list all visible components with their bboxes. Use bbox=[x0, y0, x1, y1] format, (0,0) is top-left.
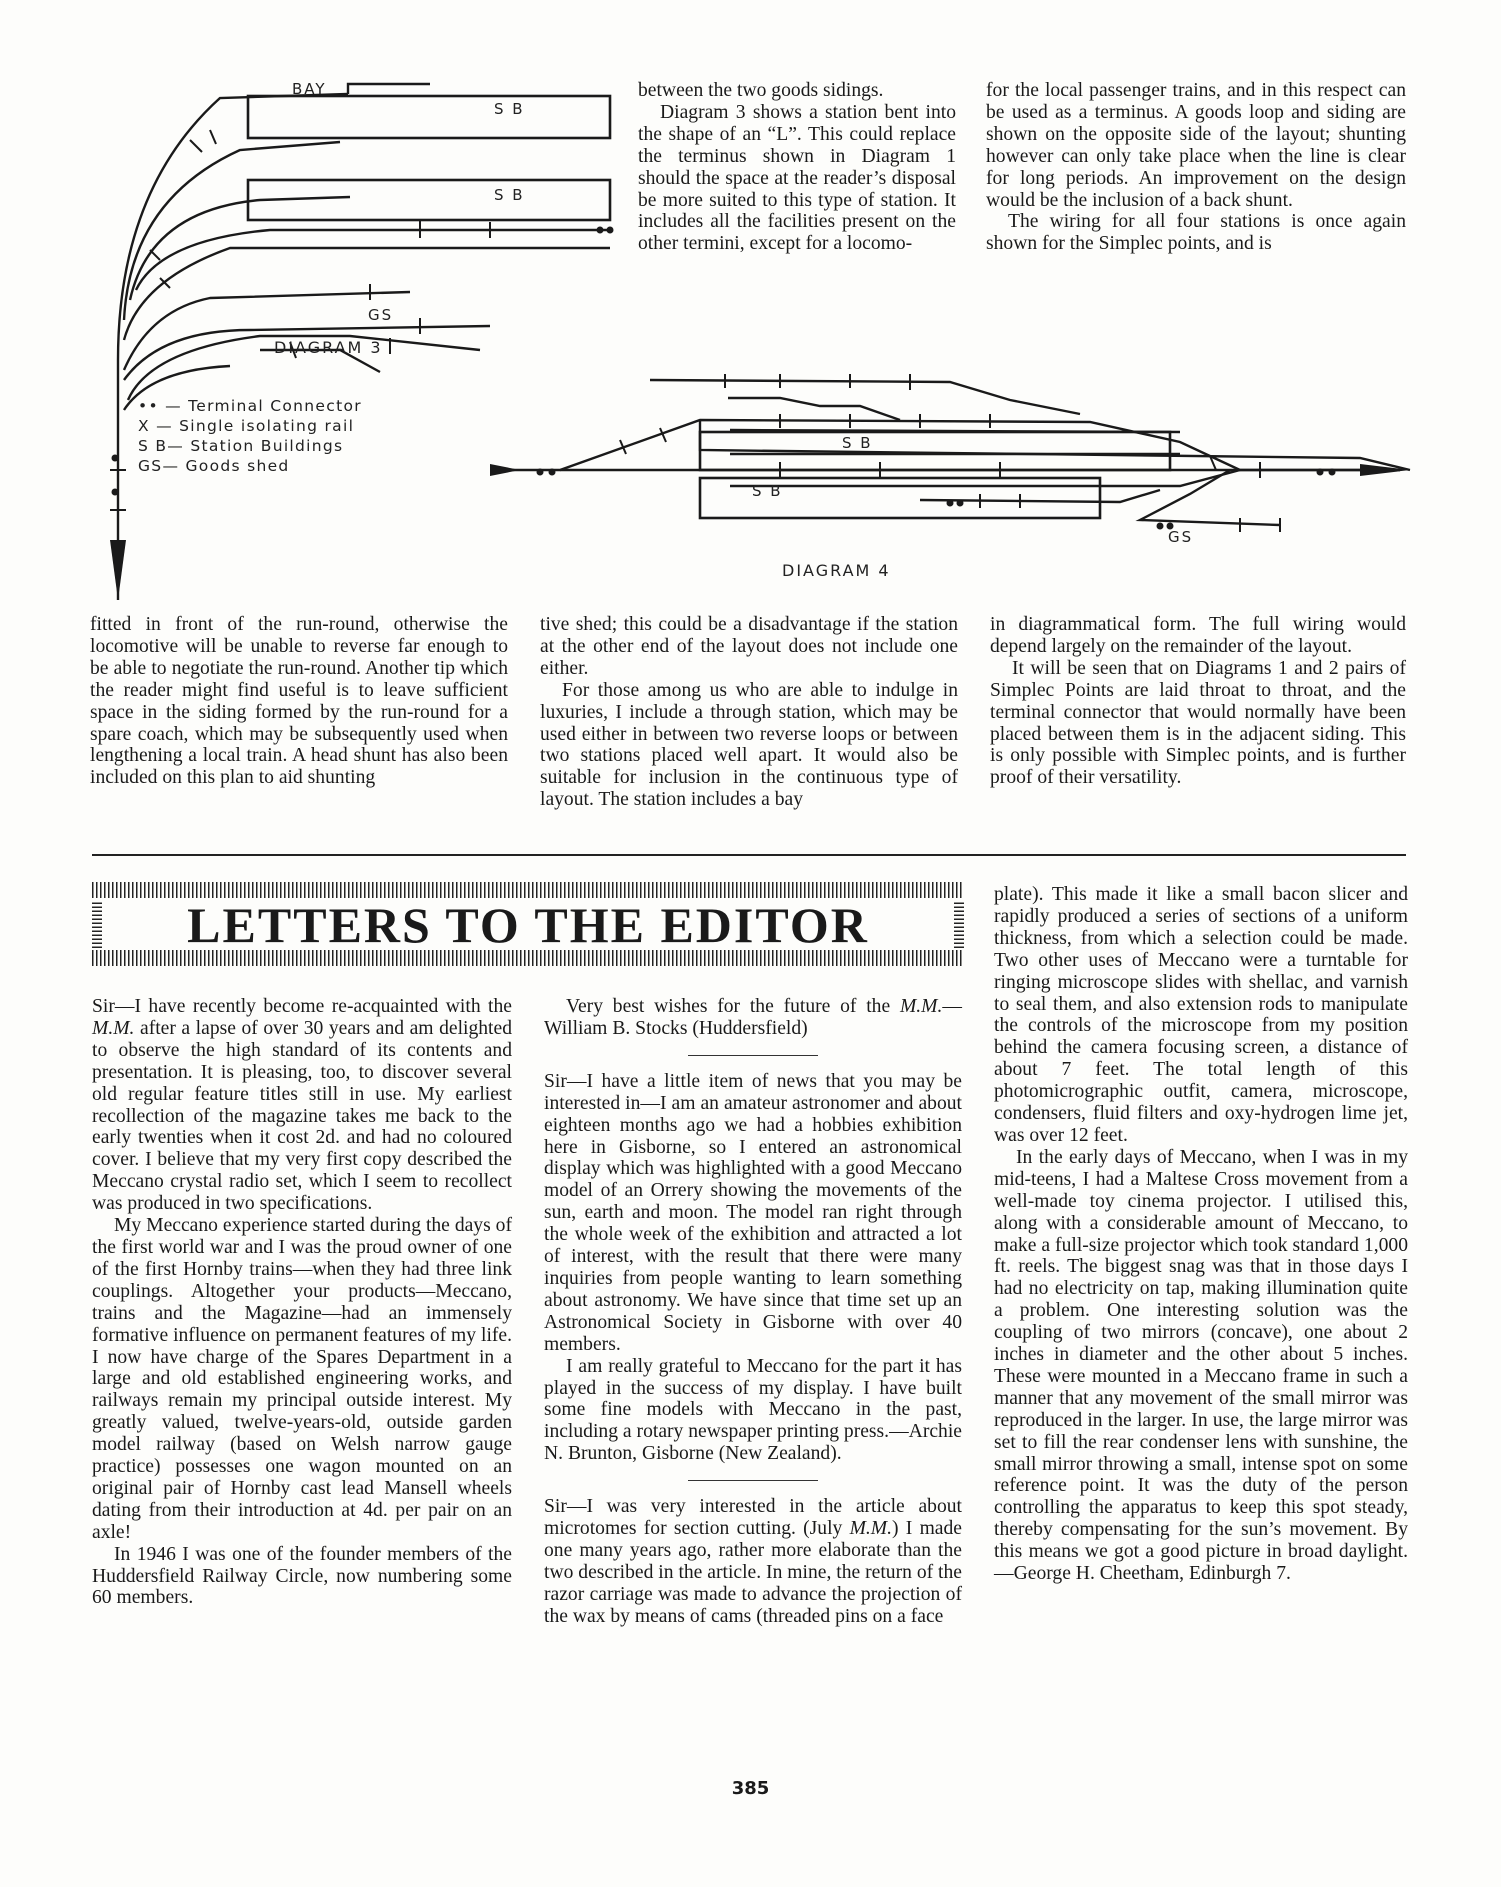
paragraph: for the local passenger trains, and in this respect can be used as a terminus. A goods loop and siding are shown on the opposite side of the layout; shunting however can only take place when the line is clear for long periods. An improvement on the design would be the inclusion of a back shunt. bbox=[986, 80, 1406, 211]
diagram-3-bay-label: BAY bbox=[292, 80, 327, 98]
letter-separator bbox=[688, 1480, 818, 1481]
letter-paragraph: I am really grateful to Meccano for the part it has played in the success of my display. I have built some fine models with Meccano in the past, including a rotary newspaper printing press.—Archie N. Brunton, Gisborne (New Zealand). bbox=[544, 1355, 962, 1465]
legend-isolating-rail: X — Single isolating rail bbox=[138, 417, 355, 435]
article-col1-bottom bbox=[90, 614, 508, 789]
diagram-4-caption: DIAGRAM 4 bbox=[782, 561, 891, 580]
letter-paragraph: My Meccano experience started during the days of the first world war and I was the proud owner of one of the first Hornby trains—when they had three link couplings. Altogether your products—Meccano, trains and the Magazine—had an immensely formative influence on permanent features of my life. I now have charge of the Spares Department in a large and old established engineering works, and railways remain my principal outside interest. My greatly valued, twelve-years-old, outside garden model railway (based on Welsh narrow gauge practice) possesses one wagon mounted on an original pair of Hornby cast lead Mansell wheels dating from their introduction at 4d. per pair on an axle! bbox=[92, 1215, 513, 1543]
letter-paragraph: Sir—I have a little item of news that you may be interested in—I am an amateur astronomer and about eighteen months ago we had a hobbies exhibition here in Gisborne, so I entered an astronomical display which was highlighted with a good Meccano model of an Orrery showing the movements of the sun, earth and moon. The model ran right through the whole week of the exhibition and attracted a lot of interest, with the result that there were many inquiries from people wanting to learn something about astronomy. We have since that time set up an Astronomical Society in Gisborne with over 40 members. bbox=[544, 1070, 962, 1355]
diagram-4-sb-label-1: S B bbox=[842, 434, 873, 452]
article-col3-bottom bbox=[990, 614, 1406, 789]
paragraph: fitted in front of the run-round, otherwise the locomotive will be unable to reverse far enough to be able to negotiate the run-round. Another tip which the reader might find useful is to leave sufficient space in the siding formed by the run-round for a spare coach, which may be subsequently used when lengthening a local train. A head shunt has also been included on this plan to aid shunting bbox=[90, 614, 508, 789]
diagram-4-sb-label-2: S B bbox=[752, 482, 783, 500]
diagram-3-gs-label: GS bbox=[368, 306, 394, 324]
section-divider bbox=[92, 854, 1406, 856]
article-col2-bottom bbox=[540, 614, 958, 811]
paragraph: Diagram 3 shows a station bent into the shape of an “L”. This could replace the terminus shown in Diagram 1 should the space at the reader’s disposal be more suited to this type of station. It includes all the facilities present on the other termini, except for a locomo- bbox=[638, 101, 956, 255]
diagram-3-caption: DIAGRAM 3 bbox=[274, 338, 383, 357]
legend-terminal-connector: •• — Terminal Connector bbox=[138, 397, 362, 415]
paragraph: tive shed; this could be a disadvantage if the station at the other end of the layout does not include one either. bbox=[540, 614, 958, 679]
page-number: 385 bbox=[731, 1778, 770, 1799]
diagram-3-sb-label-2: S B bbox=[494, 186, 525, 204]
diagram-4-gs-label: GS bbox=[1168, 528, 1194, 546]
letter-paragraph: plate). This made it like a small bacon slicer and rapidly produced a series of sections of a uniform thickness, from which a selection could be made. Two other uses of Meccano were a turntable for ringing microscope slides with shellac, and varnish to seal them, and also extension rods to manipulate the controls of the microscope from my position behind the camera focusing screen, a distance of about 7 feet. The total length of this photomicrographic outfit, camera, microscope, condensers, fluid filters and oxy-hydrogen lime jet, was over 12 feet. bbox=[994, 884, 1408, 1146]
article-col3-top bbox=[986, 80, 1406, 255]
legend-station-buildings: S B— Station Buildings bbox=[138, 437, 344, 455]
letter-paragraph: In the early days of Meccano, when I was in my mid-teens, I had a Maltese Cross movement from a well-made toy cinema projector. I utilised this, along with a considerable amount of Meccano, to make a full-size projector which took standard 1,000 ft. reels. The biggest snag was that in those days I had no electricity on tap, making illumination quite a problem. One interesting solution was the coupling of two mirrors (concave), one about 2 inches in diameter and the other about 5 inches. These were mounted in a Meccano frame in such a manner that any movement of the small mirror was reproduced in the larger. In use, the large mirror was set to fill the rear condenser lens with sunshine, the small mirror throwing a small, intense spot on some reference point. It was the duty of the person controlling the apparatus to keep this spot steady, thereby compensating for the sun’s movement. By this means we got a good picture in broad daylight.—George H. Cheetham, Edinburgh 7. bbox=[994, 1146, 1408, 1585]
letter-paragraph: In 1946 I was one of the founder members of the Huddersfield Railway Circle, now numbering some 60 members. bbox=[92, 1543, 512, 1609]
letters-banner bbox=[92, 882, 964, 966]
paragraph: between the two goods sidings. bbox=[638, 80, 884, 101]
letter-separator bbox=[688, 1055, 818, 1056]
paragraph: in diagrammatical form. The full wiring would depend largely on the remainder of the layout. bbox=[990, 614, 1406, 657]
letters-heading: LETTERS TO THE EDITOR bbox=[187, 897, 869, 953]
letters-col1 bbox=[92, 996, 512, 1609]
article-col2-top bbox=[638, 80, 956, 255]
letters-col2 bbox=[544, 996, 962, 1628]
diagram-4 bbox=[480, 370, 1420, 550]
letter-paragraph: Sir—I have recently become re-acquainted with the M.M. after a lapse of over 30 years and am delighted to observe the high standard of its contents and presentation. It is pleasing, too, to discover several old regular feature titles still in use. My earliest recollection of the magazine takes me back to the early twenties when it cost 2d. and had no coloured cover. I believe that my very first copy described the Meccano crystal radio set, which I seem to recollect was produced in two specifications. bbox=[92, 996, 512, 1215]
letters-col3 bbox=[994, 884, 1408, 1585]
diagram-legend bbox=[138, 396, 362, 476]
paragraph: It will be seen that on Diagrams 1 and 2 pairs of Simplec Points are laid throat to throat, and the terminal connector that would normally have been placed between them is in the adjacent siding. This is only possible with Simplec points, and is further proof of their versatility. bbox=[990, 657, 1406, 789]
legend-goods-shed: GS— Goods shed bbox=[138, 457, 290, 475]
letter-paragraph: Sir—I was very interested in the article about microtomes for section cutting. (July M.M.) I made one many years ago, rather more elaborate than the two described in the article. In mine, the return of the razor carriage was made to advance the projection of the wax by means of cams (threaded pins on a face bbox=[544, 1496, 962, 1627]
paragraph: For those among us who are able to indulge in luxuries, I include a through station, which may be used either in between two reverse loops or between two stations placed well apart. It would also be suitable for inclusion in the continuous type of layout. The station includes a bay bbox=[540, 679, 958, 811]
letter-paragraph: Very best wishes for the future of the M.M.—William B. Stocks (Huddersfield) bbox=[544, 996, 962, 1039]
diagram-3-sb-label-1: S B bbox=[494, 100, 525, 118]
paragraph: The wiring for all four stations is once again shown for the Simplec points, and is bbox=[986, 211, 1406, 255]
